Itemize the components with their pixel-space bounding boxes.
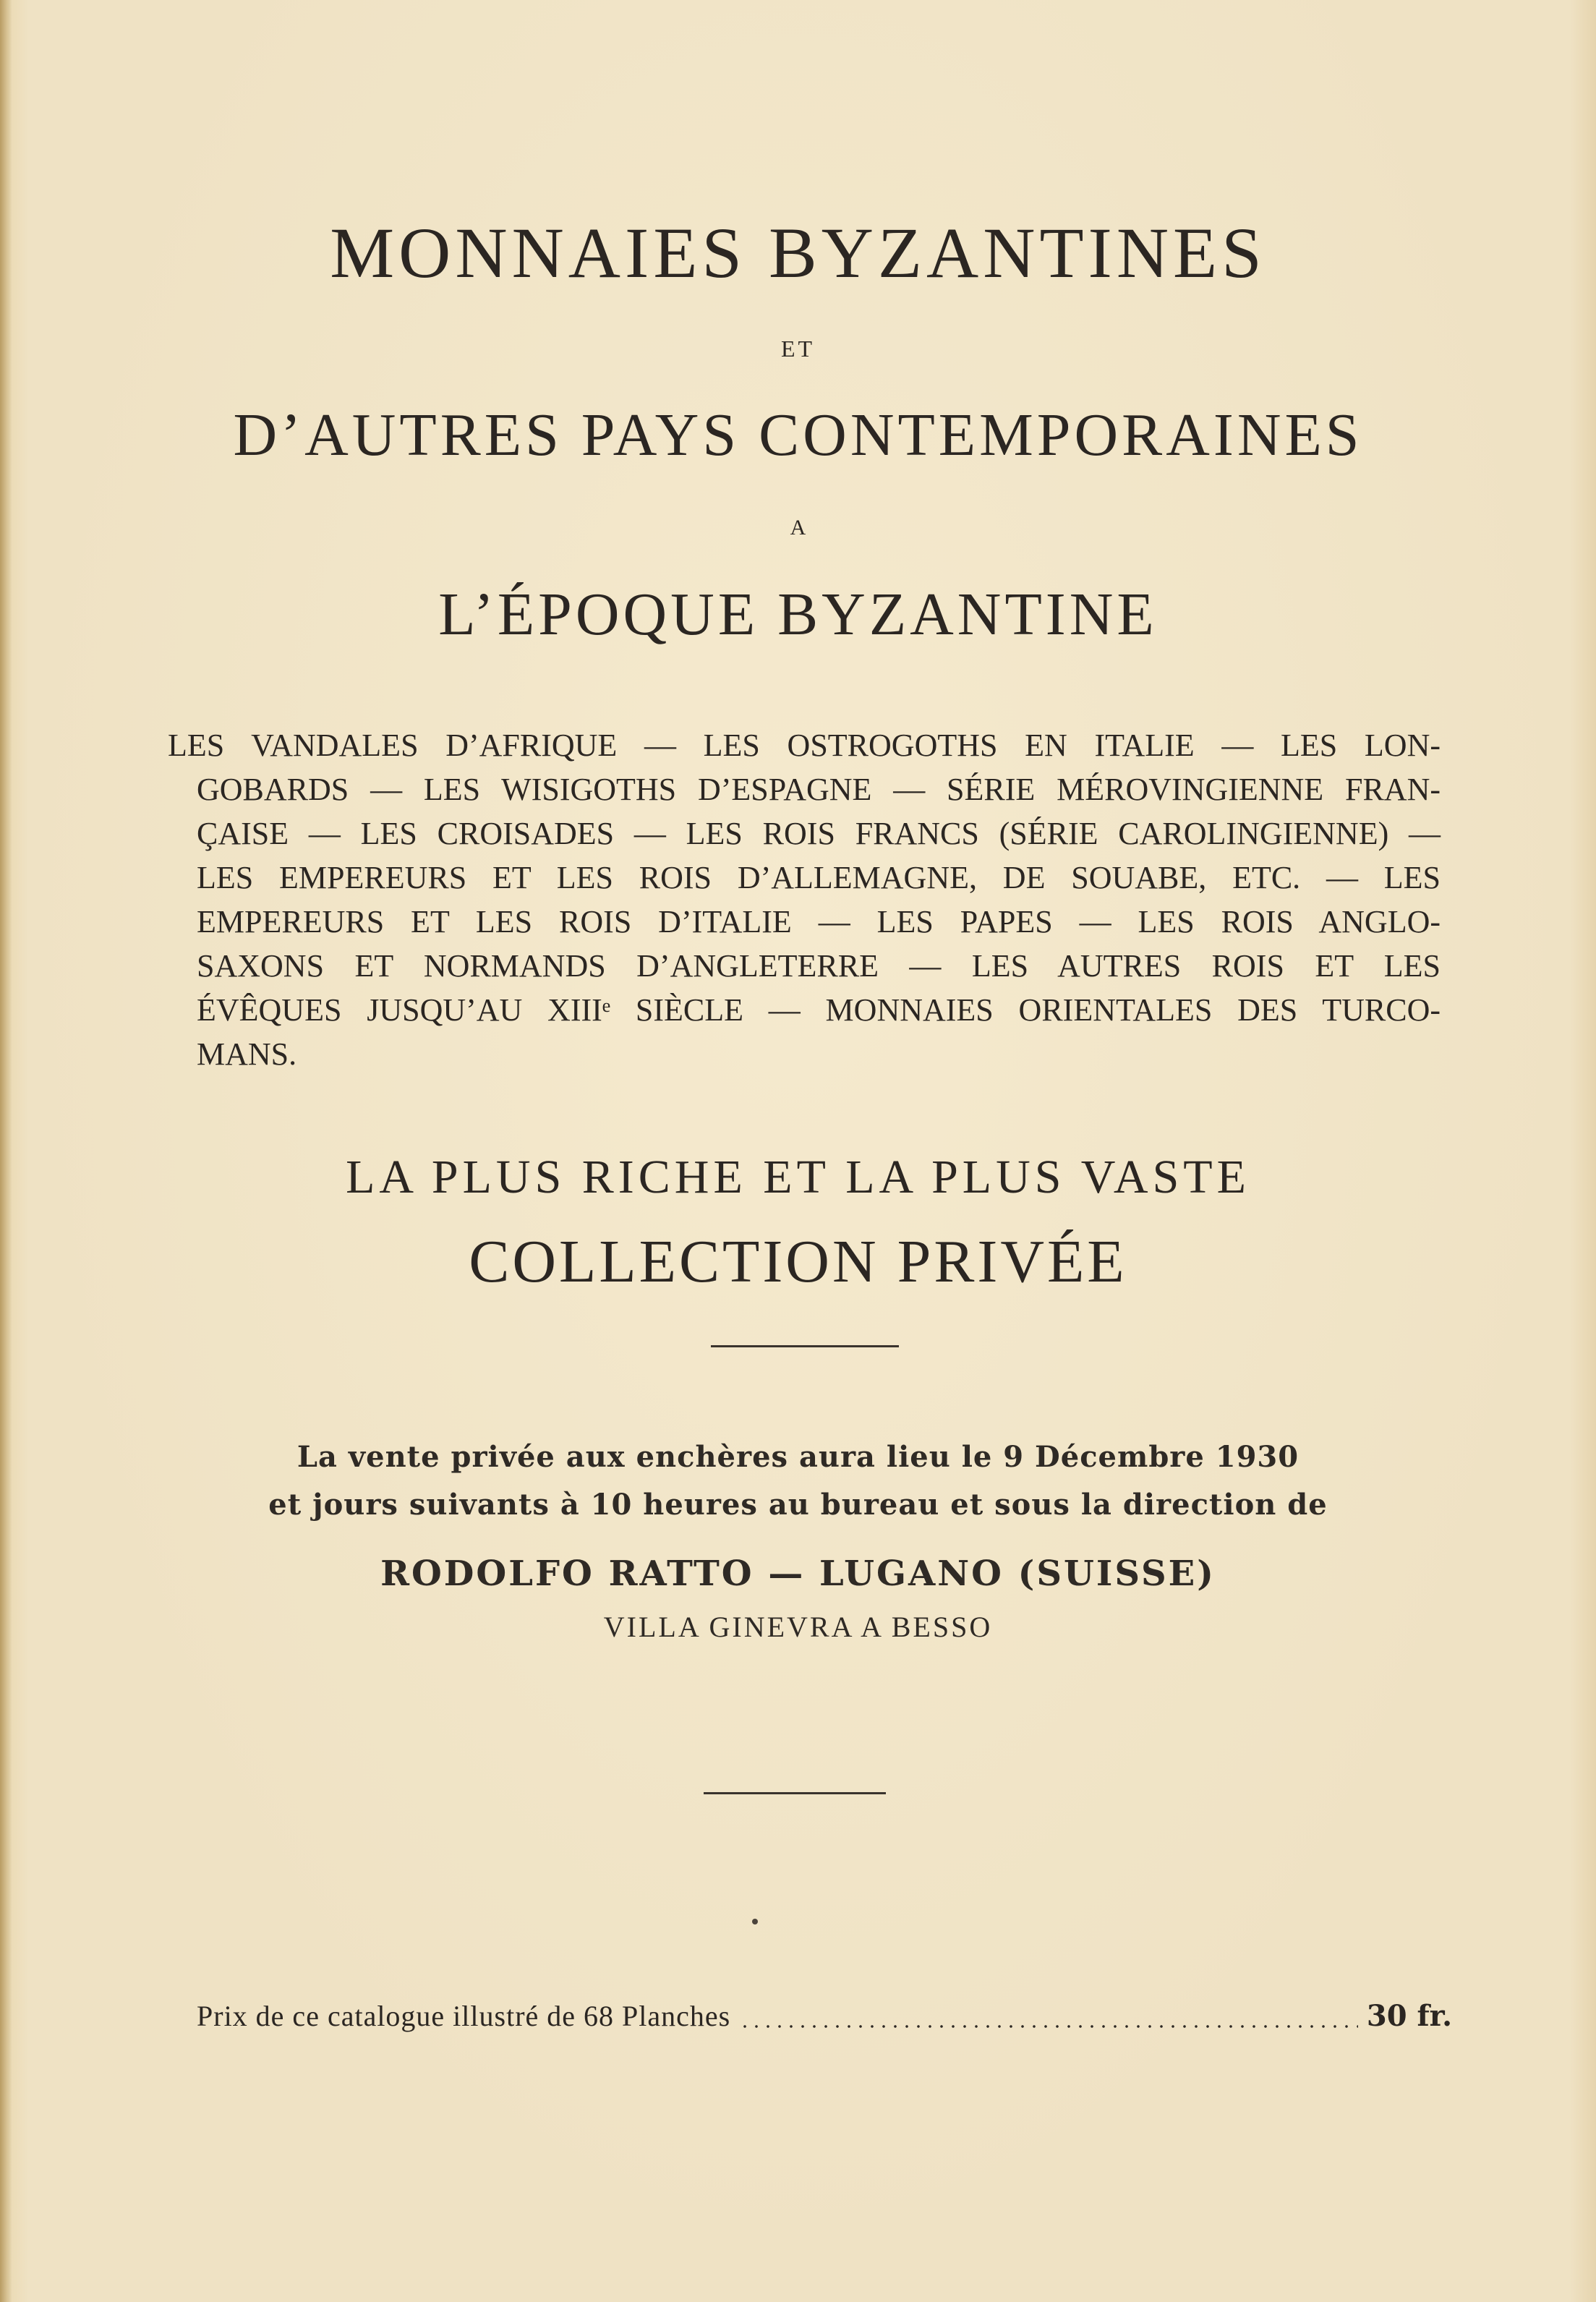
- price-label: Prix de ce catalogue illustré de 68 Planches: [197, 2000, 731, 2032]
- sale-organizer: RODOLFO RATTO — LUGANO (SUISSE): [380, 1553, 1216, 1594]
- topics-line: ÉVÊQUES JUSQU’AU XIIIᵉ SIÈCLE — MONNAIES ORIENTALES DES TURCO-: [197, 992, 1441, 1028]
- conjunction-et: ET: [780, 336, 816, 362]
- title-monnaies-byzantines: MONNAIES BYZANTINES: [330, 213, 1266, 293]
- price-row: [197, 1995, 1452, 2038]
- topics-line: MANS.: [197, 1036, 297, 1072]
- topics-line: SAXONS ET NORMANDS D’ANGLETERRE — LES AUTRES ROIS ET LES: [197, 948, 1441, 984]
- title-autres-pays: D’AUTRES PAYS CONTEMPORAINES: [233, 401, 1363, 469]
- topics-line: GOBARDS — LES WISIGOTHS D’ESPAGNE — SÉRIE MÉROVINGIENNE FRAN-: [197, 772, 1441, 807]
- collection-title: COLLECTION PRIVÉE: [469, 1228, 1127, 1295]
- preposition-a: A: [790, 516, 806, 540]
- price-leader-dots: [739, 2025, 1358, 2028]
- sale-time-line: et jours suivants à 10 heures au bureau et sous la direction de: [268, 1488, 1328, 1522]
- topics-line: LES EMPEREURS ET LES ROIS D’ALLEMAGNE, DE SOUABE, ETC. — LES: [197, 860, 1441, 895]
- topics-line: LES VANDALES D’AFRIQUE — LES OSTROGOTHS EN ITALIE — LES LON-: [168, 728, 1441, 763]
- sale-address: VILLA GINEVRA A BESSO: [603, 1611, 993, 1643]
- price-value: 30 fr.: [1366, 1999, 1452, 2033]
- divider-rule: [711, 1345, 899, 1347]
- collection-subtitle: LA PLUS RICHE ET LA PLUS VASTE: [346, 1151, 1250, 1203]
- topics-line: EMPEREURS ET LES ROIS D’ITALIE — LES PAPES — LES ROIS ANGLO-: [197, 904, 1441, 939]
- topics-line: ÇAISE — LES CROISADES — LES ROIS FRANCS (SÉRIE CAROLINGIENNE) —: [197, 816, 1441, 851]
- topics-paragraph: [168, 723, 1441, 1076]
- divider-rule-bottom: [704, 1792, 886, 1794]
- ink-speck: [752, 1919, 758, 1924]
- sale-date-line: La vente privée aux enchères aura lieu le 9 Décembre 1930: [296, 1440, 1300, 1474]
- title-epoque-byzantine: L’ÉPOQUE BYZANTINE: [438, 581, 1158, 648]
